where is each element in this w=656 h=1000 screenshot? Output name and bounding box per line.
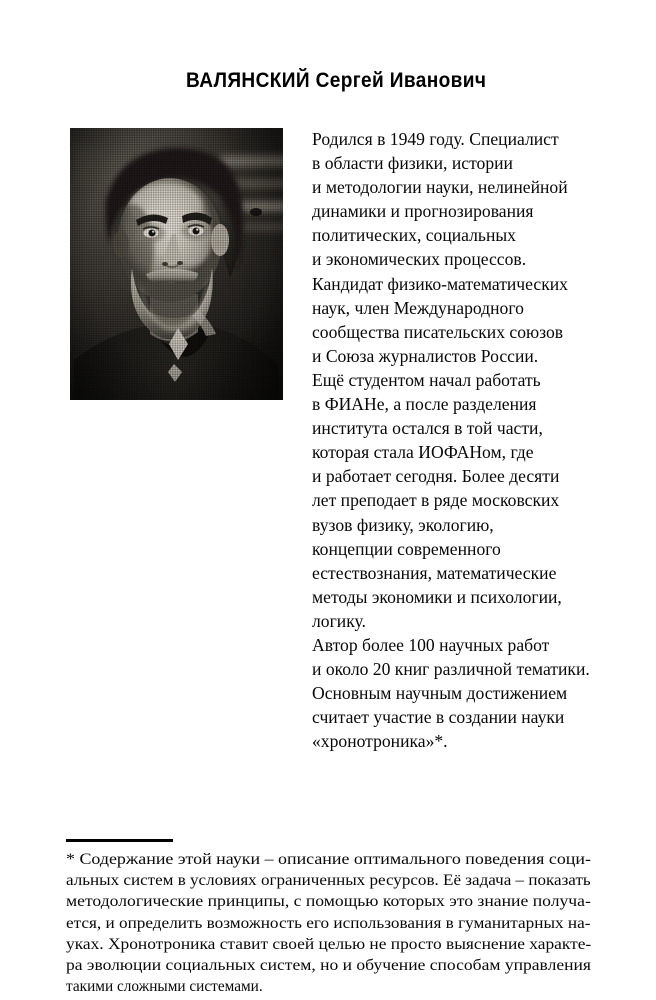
footnote-separator-rule — [66, 839, 173, 842]
bio-line: и Союза журналистов России. — [312, 345, 539, 366]
bio-line: которая стала ИОФАНом, где — [312, 442, 534, 463]
bio-line: «хронотроника»*. — [312, 731, 448, 752]
bio-line: динамики и прогнозирования — [312, 201, 534, 222]
bio-line: Автор более 100 научных работ — [312, 634, 550, 655]
bio-line: и около 20 книг различной — [312, 659, 513, 680]
bio-line: логику. — [312, 610, 366, 631]
footnote-text — [66, 849, 591, 997]
bio-line: и методологии науки, нелинейной — [312, 177, 568, 198]
bio-line: Кандидат физико-математических — [312, 273, 568, 294]
author-portrait-photo — [70, 128, 283, 400]
bio-line: Основным научным достижением — [312, 683, 568, 704]
footnote-line: ра эволюции социальных систем, но и обучение способам управления — [66, 957, 591, 975]
footnote-line: уках. Хронотроника ставит своей целью не просто выяснение характе- — [66, 935, 592, 953]
bio-line: и экономических процессов. — [312, 249, 527, 270]
bio-line: естествознания, математические — [312, 562, 557, 583]
footnote-line: альных систем в условиях ограниченных ресурсов. Её задача – показать — [66, 872, 591, 890]
bio-line: сообщества писательских союзов — [312, 321, 564, 342]
bio-line: считает участие в создании науки — [312, 707, 565, 728]
bio-line: наук, член Международного — [312, 297, 524, 318]
bio-line: Родился в 1949 году. Специалист — [312, 129, 559, 149]
bio-line: в области физики, истории — [312, 153, 513, 174]
bio-line: Ещё студентом начал работать — [312, 369, 541, 390]
bio-line: тематики. — [516, 659, 590, 680]
biography-text — [312, 127, 602, 753]
portrait-image — [70, 128, 283, 400]
footnote-line: * Содержание этой науки – описание оптимального поведения соци- — [66, 851, 591, 868]
bio-line: политических, социальных — [312, 225, 516, 246]
bio-line: и работает сегодня. Более десяти — [312, 466, 560, 487]
footnote-line: такими сложными системами. — [66, 978, 263, 996]
page-title: ВАЛЯНСКИЙ Сергей Иванович — [186, 69, 487, 92]
footnote-line: ется, и определить возможность его использования в гуманитарных на- — [66, 914, 591, 932]
bio-line: в ФИАНе, а после разделения — [312, 394, 537, 415]
bio-line: лет преподает в ряде московских — [312, 490, 560, 511]
bio-line: концепции современного — [312, 538, 501, 559]
bio-line: методы экономики и психологии, — [312, 586, 562, 607]
footnote-line: методологические принципы, с помощью которых это знание получа- — [66, 893, 591, 911]
bio-line: вузов физику, экологию, — [312, 514, 494, 535]
bio-line: института остался в той части, — [312, 418, 543, 439]
